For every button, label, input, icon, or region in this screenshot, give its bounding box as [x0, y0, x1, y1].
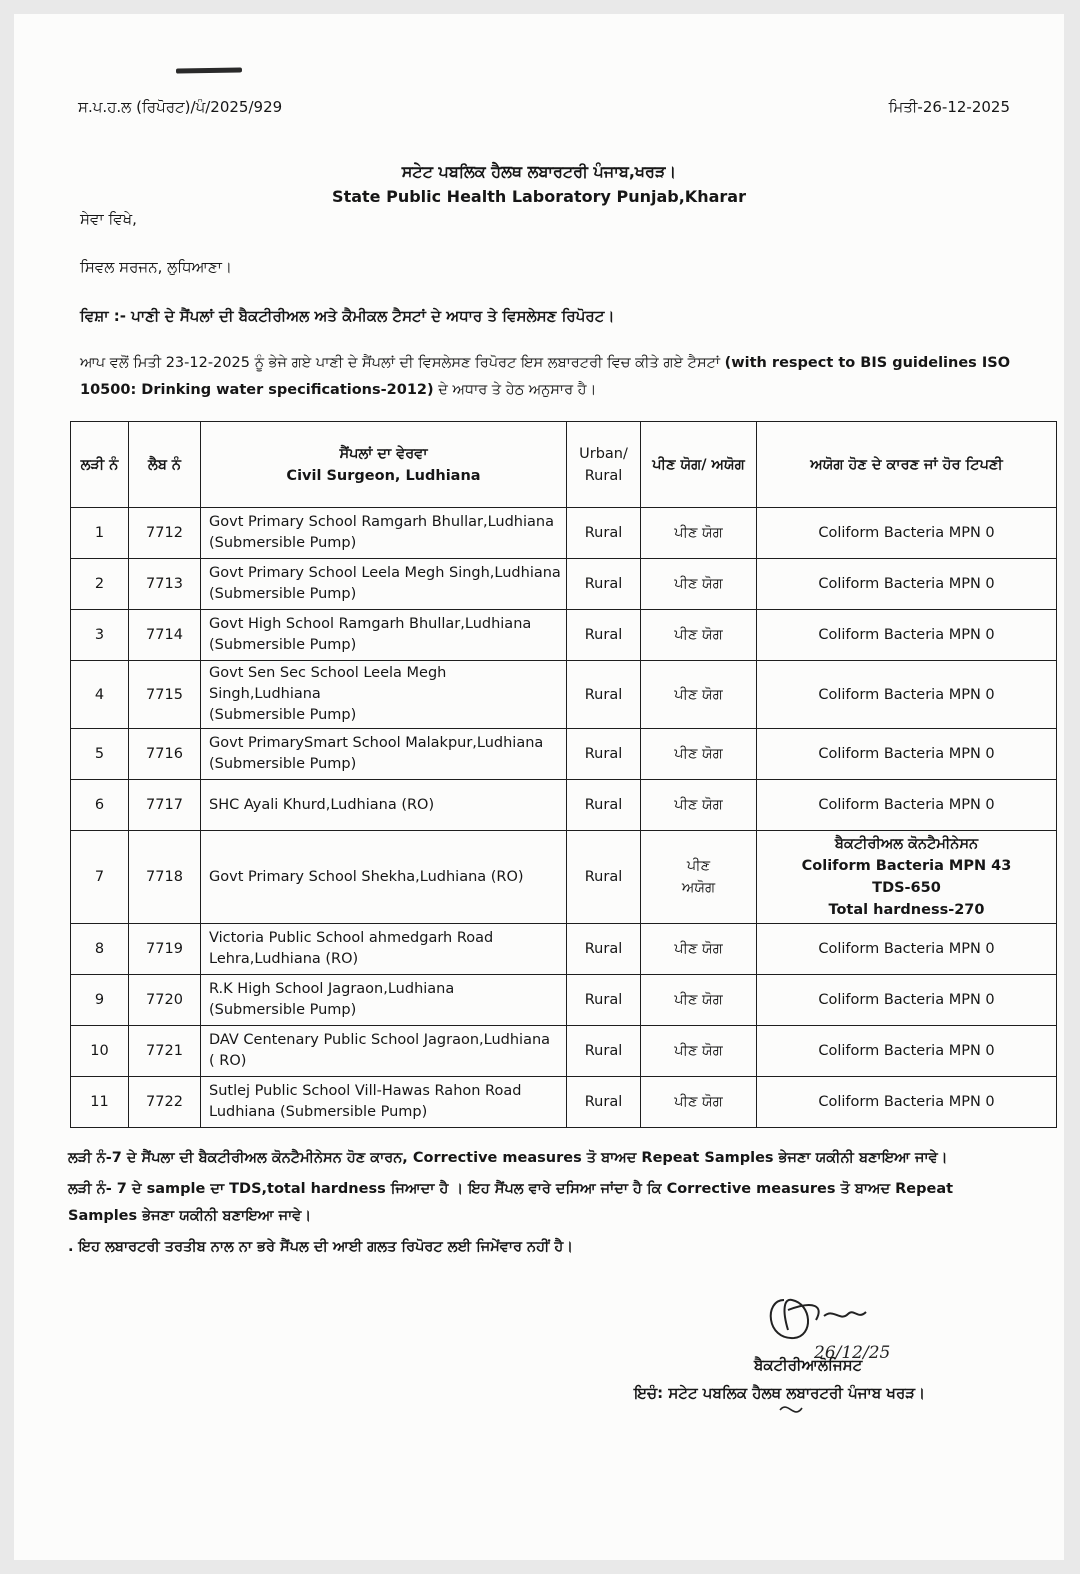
cell-potability: ਪੀਣ ਯੋਗ [641, 610, 757, 661]
signature-date: 26/12/25 [814, 1343, 891, 1363]
intro-paragraph [80, 350, 1020, 404]
location-line-2: (Submersible Pump) [209, 707, 357, 723]
cell-remark: Coliform Bacteria MPN 0 [757, 924, 1057, 975]
table-row [71, 924, 1057, 975]
table-row-unfit [71, 831, 1057, 924]
table-row [71, 1026, 1057, 1077]
remark-1: ਲੜੀ ਨੰ-7 ਦੇ ਸੈਂਪਲਾ ਦੀ ਬੈਕਟੀਰੀਅਲ ਕੋਨਟੈਮੀਨੇਸਨ ਹੋਣ ਕਾਰਨ, Corrective measures ਤੋ ਬਾਅਦ Repeat Samples ਭੇਜਣਾ ਯਕੀਨੀ ਬਣਾਇਆ ਜਾਵੇ। [68, 1150, 948, 1166]
cell-potability: ਪੀਣ ਯੋਗ [641, 780, 757, 831]
cell-location [201, 975, 567, 1026]
cell-lab-no: 7720 [129, 975, 201, 1026]
col-header-lab-no: ਲੈਬ ਨੰ [129, 422, 201, 508]
cell-area: Rural [567, 924, 641, 975]
location-line-1: Govt PrimarySmart School Malakpur,Ludhiana [209, 735, 544, 751]
cell-lab-no: 7721 [129, 1026, 201, 1077]
cell-potability: ਪੀਣ ਯੋਗ [641, 975, 757, 1026]
cell-serial: 2 [71, 559, 129, 610]
cell-lab-no: 7722 [129, 1077, 201, 1128]
location-line-1: SHC Ayali Khurd,Ludhiana (RO) [209, 796, 435, 813]
recipient: ਸਿਵਲ ਸਰਜਨ, ਲੁਧਿਆਣਾ। [80, 258, 233, 276]
cell-lab-no: 7717 [129, 780, 201, 831]
location-line-2: Lehra,Ludhiana (RO) [209, 951, 359, 967]
cell-area: Rural [567, 661, 641, 729]
cell-location [201, 924, 567, 975]
cell-lab-no: 7718 [129, 831, 201, 924]
cell-location: Govt Primary School Shekha,Ludhiana (RO) [201, 831, 567, 924]
location-line-2: (Submersible Pump) [209, 535, 357, 551]
cell-location [201, 780, 567, 831]
location-line-1: Govt Primary School Leela Megh Singh,Ludhiana [209, 565, 561, 581]
cell-lab-no: 7716 [129, 729, 201, 780]
cell-potability: ਪੀਣ ਯੋਗ [641, 924, 757, 975]
location-line-1: Govt High School Ramgarh Bhullar,Ludhiana [209, 616, 532, 632]
cell-lab-no: 7719 [129, 924, 201, 975]
cell-area: Rural [567, 1077, 641, 1128]
col-header-location-pa: ਸੈਂਪਲਾਂ ਦਾ ਵੇਰਵਾ [339, 445, 428, 462]
cell-area: Rural [567, 729, 641, 780]
cell-potability: ਪੀਣ ਯੋਗ [641, 1026, 757, 1077]
salutation: ਸੇਵਾ ਵਿਖੇ, [80, 210, 137, 228]
cell-remark: Coliform Bacteria MPN 0 [757, 1077, 1057, 1128]
location-line-2: Ludhiana (Submersible Pump) [209, 1104, 428, 1120]
table-row [71, 780, 1057, 831]
col-header-location-en: Civil Surgeon, Ludhiana [286, 467, 481, 484]
cell-location [201, 559, 567, 610]
cell-location [201, 1077, 567, 1128]
cell-serial: 8 [71, 924, 129, 975]
cell-remark: Coliform Bacteria MPN 0 [757, 729, 1057, 780]
remark-2: ਲੜੀ ਨੰ- 7 ਦੇ sample ਦਾ TDS,total hardness ਜਿਆਦਾ ਹੈ । ਇਹ ਸੈਂਪਲ ਵਾਰੇ ਦਸਿਆ ਜਾਂਦਾ ਹੈ ਕਿ Corrective measures ਤੋ ਬਾਅਦ Repeat Samples ਭੇਜਣਾ ਯਕੀਨੀ ਬਣਾਇਆ ਜਾਵੇ। [68, 1181, 954, 1224]
table-body [71, 508, 1057, 1128]
cell-location [201, 1026, 567, 1077]
incharge-line: ਇਚੰ: ਸਟੇਟ ਪਬਲਿਕ ਹੈਲਥ ਲਬਾਰਟਰੀ ਪੰਜਾਬ ਖਰੜ। [634, 1384, 926, 1402]
subject-line: ਵਿਸ਼ਾ :- ਪਾਣੀ ਦੇ ਸੈਂਪਲਾਂ ਦੀ ਬੈਕਟੀਰੀਅਲ ਅਤੇ ਕੈਮੀਕਲ ਟੈਸਟਾਂ ਦੇ ਅਧਾਰ ਤੇ ਵਿਸਲੇਸਣ ਰਿਪੋਰਟ। [80, 307, 615, 325]
cell-potability: ਪੀਣ ਯੋਗ [641, 661, 757, 729]
cell-remark: Coliform Bacteria MPN 0 [757, 508, 1057, 559]
col-header-potability: ਪੀਣ ਯੋਗ/ ਅਯੋਗ [641, 422, 757, 508]
table-row [71, 610, 1057, 661]
location-line-2: ( RO) [209, 1053, 247, 1069]
table-row [71, 508, 1057, 559]
table-row [71, 729, 1057, 780]
cell-area: Rural [567, 508, 641, 559]
col-header-serial: ਲੜੀ ਨੰ [71, 422, 129, 508]
cell-remark: Coliform Bacteria MPN 0 [757, 1026, 1057, 1077]
cell-remark: Coliform Bacteria MPN 0 [757, 780, 1057, 831]
intro-text-punjabi: ਆਪ ਵਲੋਂ ਮਿਤੀ 23-12-2025 ਨੂੰ ਭੇਜੇ ਗਏ ਪਾਣੀ ਦੇ ਸੈਂਪਲਾਂ ਦੀ ਵਿਸਲੇਸਣ ਰਿਪੋਰਟ ਇਸ ਲਬਾਰਟਰੀ ਵਿਚ ਕੀਤੇ ਗਏ ਟੈਸਟਾਂ [80, 355, 721, 371]
table-header-row [71, 422, 1057, 508]
location-line-2: (Submersible Pump) [209, 756, 357, 772]
cell-lab-no: 7712 [129, 508, 201, 559]
reference-number: ਸ.ਪ.ਹ.ਲ (ਰਿਪੋਰਟ)/ਪੰ/2025/929 [78, 98, 283, 116]
cell-serial: 3 [71, 610, 129, 661]
cell-location [201, 508, 567, 559]
results-table [70, 421, 1057, 1128]
location-line-1: Govt Sen Sec School Leela Megh Singh,Ludhiana [209, 665, 447, 702]
lab-title-english: State Public Health Laboratory Punjab,Kharar [332, 187, 746, 206]
cell-serial: 7 [71, 831, 129, 924]
cell-serial: 5 [71, 729, 129, 780]
location-line-1: Victoria Public School ahmedgarh Road [209, 930, 494, 946]
cell-serial: 1 [71, 508, 129, 559]
table-row [71, 1077, 1057, 1128]
remark-line: Coliform Bacteria MPN 43 [801, 858, 1012, 874]
top-dash-mark [176, 67, 242, 73]
location-line-2: (Submersible Pump) [209, 1002, 357, 1018]
table-row [71, 975, 1057, 1026]
location-line-1: Sutlej Public School Vill-Hawas Rahon Road [209, 1083, 522, 1099]
cell-area: Rural [567, 1026, 641, 1077]
potability-line: ਅਯੋਗ [681, 880, 716, 896]
cell-remark: Coliform Bacteria MPN 0 [757, 661, 1057, 729]
cell-serial: 11 [71, 1077, 129, 1128]
cell-serial: 4 [71, 661, 129, 729]
cell-area: Rural [567, 559, 641, 610]
report-date: ਮਿਤੀ-26-12-2025 [888, 98, 1010, 116]
remarks-block [68, 1145, 1018, 1265]
cell-remark: Coliform Bacteria MPN 0 [757, 559, 1057, 610]
cell-potability: ਪੀਣ ਯੋਗ [641, 729, 757, 780]
cell-lab-no: 7714 [129, 610, 201, 661]
table-row [71, 661, 1057, 729]
cell-serial: 6 [71, 780, 129, 831]
cell-remark: Coliform Bacteria MPN 0 [757, 610, 1057, 661]
cell-area: Rural [567, 975, 641, 1026]
remark-3: . ਇਹ ਲਬਾਰਟਰੀ ਤਰਤੀਬ ਨਾਲ ਨਾ ਭਰੇ ਸੈਂਪਲ ਦੀ ਆਈ ਗਲਤ ਰਿਪੋਰਟ ਲਈ ਜਿਮੇਂਵਾਰ ਨਹੀਂ ਹੈ। [68, 1239, 574, 1255]
table-row [71, 559, 1057, 610]
cell-area: Rural [567, 780, 641, 831]
intro-text-english: (with respect to BIS guidelines ISO 10500: Drinking water specifications-2012) [80, 355, 1011, 398]
cell-location [201, 610, 567, 661]
lab-title-punjabi: ਸਟੇਟ ਪਬਲਿਕ ਹੈਲਥ ਲਬਾਰਟਰੀ ਪੰਜਾਬ,ਖਰੜ। [401, 162, 677, 181]
col-header-location [201, 422, 567, 508]
cell-remark: Coliform Bacteria MPN 0 [757, 975, 1057, 1026]
intro-text-end: ਦੇ ਅਧਾਰ ਤੇ ਹੇਠ ਅਨੁਸਾਰ ਹੈ। [438, 382, 597, 398]
location-line-1: DAV Centenary Public School Jagraon,Ludhiana [209, 1032, 551, 1048]
cell-serial: 10 [71, 1026, 129, 1077]
cell-location [201, 729, 567, 780]
signature-area [714, 1270, 1054, 1430]
cell-potability: ਪੀਣ ਯੋਗ [641, 559, 757, 610]
designation: ਬੈਕਟੀਰੀਆਲੋਜਿਸਟ [754, 1356, 863, 1374]
remark-line: ਬੈਕਟੀਰੀਅਲ ਕੋਨਟੈਮੀਨੇਸਨ [834, 836, 979, 852]
cell-potability [641, 831, 757, 924]
location-line-1: Govt Primary School Ramgarh Bhullar,Ludhiana [209, 514, 554, 530]
cell-lab-no: 7713 [129, 559, 201, 610]
report-sheet [14, 14, 1064, 1560]
col-header-remarks: ਅਯੋਗ ਹੋਣ ਦੇ ਕਾਰਣ ਜਾਂ ਹੋਰ ਟਿਪਣੀ [757, 422, 1057, 508]
cell-lab-no: 7715 [129, 661, 201, 729]
cell-area: Rural [567, 610, 641, 661]
remark-line: TDS-650 [872, 880, 941, 896]
cell-location [201, 661, 567, 729]
location-line-1: R.K High School Jagraon,Ludhiana [209, 981, 455, 997]
cell-remark [757, 831, 1057, 924]
location-line-2: (Submersible Pump) [209, 586, 357, 602]
cell-potability: ਪੀਣ ਯੋਗ [641, 1077, 757, 1128]
col-header-area: Urban/ Rural [567, 422, 641, 508]
remark-line: Total hardness-270 [828, 902, 985, 918]
cell-potability: ਪੀਣ ਯੋਗ [641, 508, 757, 559]
potability-line: ਪੀਣ [686, 858, 711, 874]
cell-serial: 9 [71, 975, 129, 1026]
cell-area: Rural [567, 831, 641, 924]
handwritten-signature [754, 1270, 934, 1430]
location-line-2: (Submersible Pump) [209, 637, 357, 653]
